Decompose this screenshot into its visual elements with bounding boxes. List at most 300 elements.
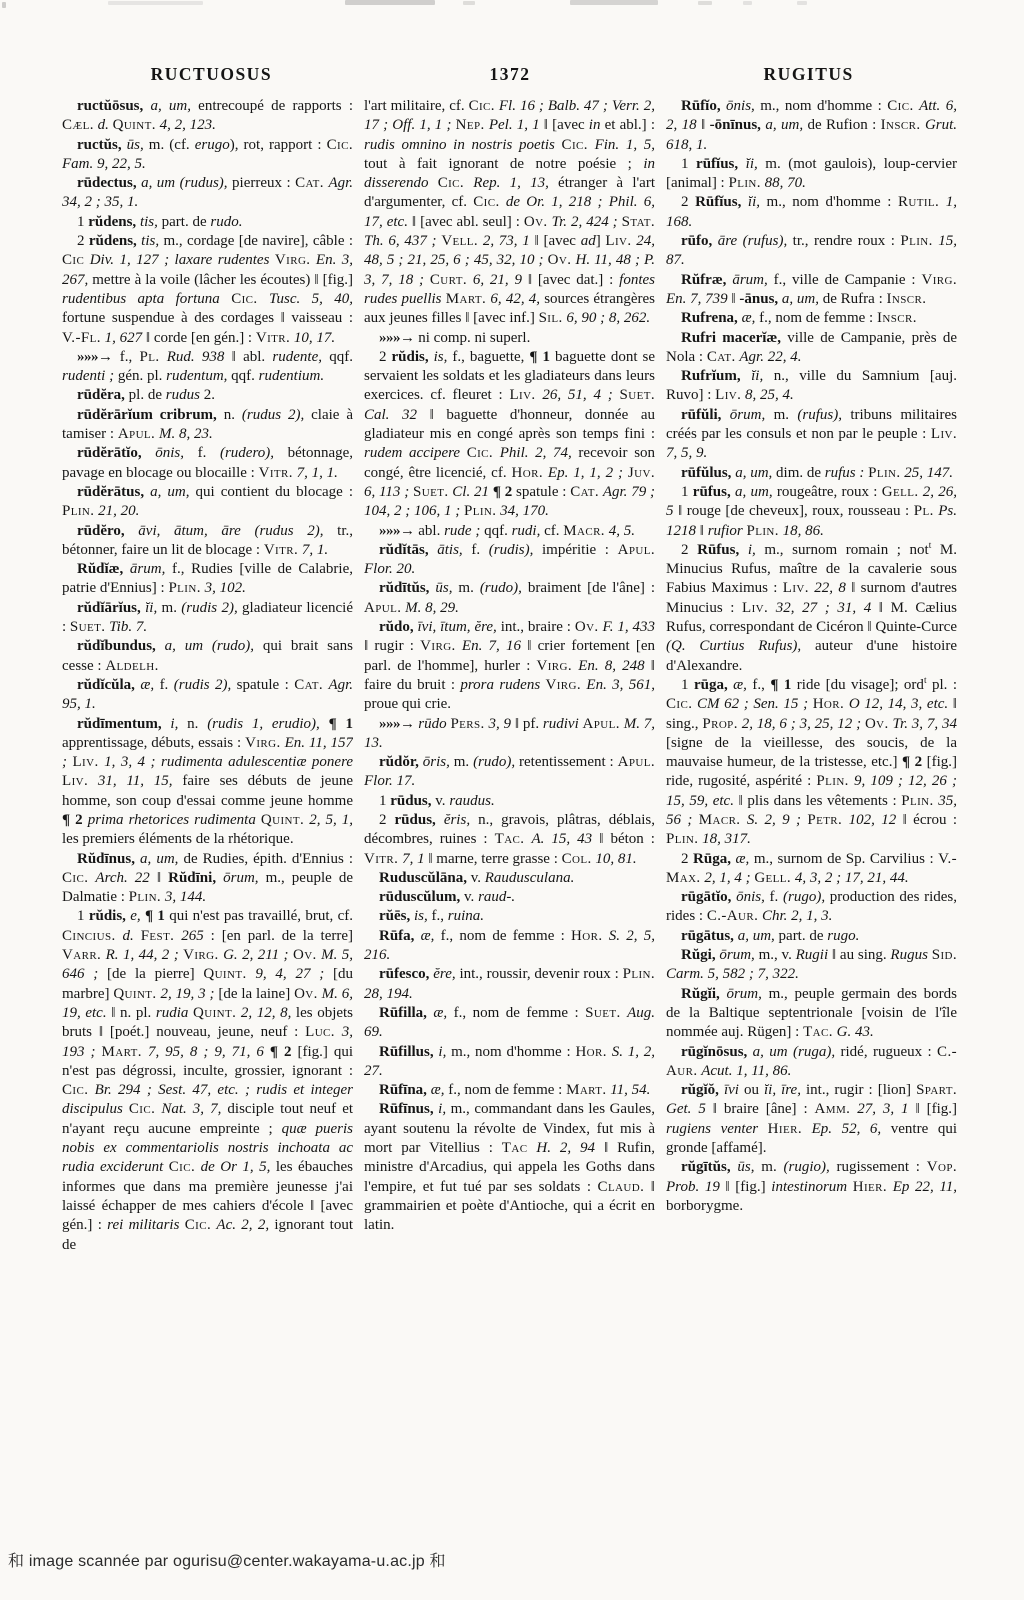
- author-citation: Plin.: [900, 233, 933, 250]
- dictionary-entry: rŭdĭcŭla, æ, f. (rudis 2), spatule : Cat. Agr. 95, 1.: [62, 676, 353, 713]
- author-citation: Cat.: [570, 483, 600, 500]
- author-citation: Col.: [561, 850, 592, 867]
- latin-or-reference: raudus.: [449, 792, 495, 809]
- dictionary-entry: 2 Rūga, æ, m., surnom de Sp. Carvilius : V.-Max. 2, 1, 4 ; Gell. 4, 3, 2 ; 17, 21, 44.: [666, 850, 957, 886]
- author-citation: Suet.: [413, 483, 449, 500]
- author-citation: Cæl.: [62, 117, 94, 134]
- dictionary-entry: 1 rūdus, v. raudus.: [379, 792, 495, 809]
- headword: rūdus,: [390, 792, 432, 809]
- latin-or-reference: a, um,: [140, 850, 179, 867]
- author-citation: Vell.: [441, 233, 479, 250]
- dictionary-entry: rŭgītŭs, ūs, m. (rugio), rugissement : Vop. Prob. 19 ‖ [fig.] intestinorum Hier. Ep 22, 11, borborygme.: [666, 1159, 957, 1214]
- latin-or-reference: Th. 6, 437 ;: [364, 233, 437, 250]
- author-citation: Cic.: [666, 696, 693, 713]
- latin-or-reference: Agr. 22, 4.: [739, 348, 802, 365]
- scanner-credit-caption: 和 image scannée par ogurisu@center.wakayama-u.ac.jp 和: [8, 1553, 446, 1570]
- author-citation: Plin.: [728, 175, 761, 192]
- dictionary-entry: rūduscŭlum, v. raud-.: [379, 889, 516, 906]
- headword: Rūfilla,: [379, 1004, 427, 1021]
- headword: rŭdis,: [88, 908, 126, 925]
- headword: Rŭdĭæ,: [77, 561, 124, 578]
- headword: rŭdens,: [88, 233, 137, 250]
- headword: rūfŭlus,: [681, 464, 732, 481]
- headword: Rūga,: [693, 850, 731, 867]
- author-citation: Nep.: [455, 117, 485, 134]
- page-header: [62, 64, 958, 85]
- dictionary-entry: rūgātĭo, ōnis, f. (rugo), production des rides, rides : C.-Aur. Chr. 2, 1, 3.: [666, 889, 957, 925]
- latin-or-reference: 2, 73, 1: [482, 233, 530, 250]
- author-citation: Liv.: [509, 387, 536, 404]
- latin-or-reference: 2, 5, 1,: [309, 811, 353, 828]
- author-citation: Cic.: [466, 445, 494, 462]
- author-citation: Ov.: [547, 252, 572, 269]
- latin-or-reference: 4, 5.: [608, 522, 635, 539]
- latin-or-reference: 2, 1, 4 ;: [704, 869, 751, 886]
- latin-or-reference: āre (rufus),: [717, 233, 788, 250]
- latin-or-reference: (rudis 2),: [181, 599, 238, 616]
- latin-or-reference: 32, 27 ; 31, 4: [775, 599, 872, 616]
- scan-artifact: [2, 2, 6, 8]
- latin-or-reference: æ,: [735, 850, 750, 867]
- latin-or-reference: (rugo),: [783, 889, 826, 906]
- latin-or-reference: M. 8, 23.: [158, 426, 213, 443]
- latin-or-reference: i,: [747, 541, 756, 558]
- dictionary-entry: rŭēs, is, f., ruina.: [379, 908, 485, 925]
- latin-or-reference: a, um,: [737, 927, 775, 944]
- dictionary-entry: rūfŭli, ōrum, m. (rufus), tribuns militaires créés par les consuls et non par le peuple : Liv. 7, 5, 9.: [666, 406, 957, 462]
- headword: Rūfīnus,: [379, 1101, 434, 1118]
- latin-or-reference: 3, 193 ;: [62, 1024, 353, 1060]
- dictionary-entry: rūdectus, a, um (rudus), pierreux : Cat. Agr. 34, 2 ; 35, 1.: [62, 175, 353, 211]
- latin-or-reference: 27, 3, 1: [857, 1101, 909, 1118]
- latin-or-reference: ōrum,: [223, 869, 259, 886]
- author-citation: Spart.: [916, 1082, 957, 1099]
- headword: rūfus,: [692, 483, 731, 500]
- author-citation: Gell.: [754, 869, 792, 886]
- dictionary-entry: Rŭfræ, ārum, f., ville de Campanie : Virg. En. 7, 739 ‖ -ānus, a, um, de Rufra : Inscr.: [666, 271, 957, 307]
- author-citation: Liv.: [605, 233, 632, 250]
- dictionary-entry: Ruduscŭlāna, v. Raudusculana.: [379, 869, 575, 886]
- latin-or-reference: R. 1, 44, 2 ;: [105, 947, 179, 964]
- author-citation: Gell.: [881, 483, 919, 500]
- latin-or-reference: 6, 90 ; 8, 262.: [566, 310, 651, 327]
- latin-or-reference: Carm. 5, 582 ; 7, 322.: [666, 966, 799, 983]
- dictionary-entry: 1 rūfĭus, ĭi, m. (mot gaulois), loup-cervier [animal] : Plin. 88, 70.: [666, 155, 957, 192]
- latin-or-reference: 7, 5, 9.: [666, 445, 708, 462]
- headword: Ruduscŭlāna,: [379, 869, 467, 886]
- latin-or-reference: En. 7, 16: [461, 638, 522, 655]
- dictionary-entry: 2 rŭdens, tis, m., cordage [de navire], câble : Cic Div. 1, 127 ; laxare rudentes Virg. En. 3, 267, mettre à la voile (lâcher les écoutes) ‖ [fig.] rudentibus apta fortuna Cic. Tusc. 5, 40, fortune suspendue à des cordages ‖ vaisseau : V.-Fl. 1, 627 ‖ corde [en gén.] : Vitr. 10, 17.: [62, 233, 353, 346]
- latin-or-reference: rugiens venter: [666, 1120, 759, 1137]
- author-citation: Inscr.: [876, 310, 917, 327]
- latin-or-reference: rufus :: [824, 464, 865, 481]
- latin-or-reference: 35, 56 ;: [666, 792, 957, 828]
- latin-or-reference: Tib. 7.: [109, 619, 148, 636]
- latin-or-reference: rudentum,: [166, 368, 228, 385]
- latin-or-reference: En. 3, 267,: [62, 252, 353, 288]
- author-citation: Hier.: [767, 1120, 802, 1137]
- latin-or-reference: a, um (ruga),: [752, 1043, 836, 1060]
- latin-or-reference: rudia: [155, 1004, 189, 1021]
- author-citation: Aldelh.: [105, 657, 159, 674]
- author-citation: Cic.: [128, 1101, 156, 1118]
- latin-or-reference: S. 2, 9 ;: [746, 811, 801, 828]
- author-citation: Stat.: [621, 213, 655, 230]
- author-citation: Ov.: [864, 715, 889, 732]
- latin-or-reference: En. 7, 739: [666, 290, 728, 307]
- latin-or-reference: rudem accipere: [364, 445, 461, 462]
- latin-or-reference: a, um (rudus),: [141, 175, 228, 192]
- latin-or-reference: M. 5, 646 ;: [62, 947, 353, 983]
- dictionary-entry: 2 Rūfus, i, m., surnom romain ; not$^t$ M. Minucius Rufus, maître de la cavalerie sous Fabius Maximus : Liv. 22, 8 ‖ surnom d'autres Minucius : Liv. 32, 27 ; 31, 4 ‖ M. Cælius Rufus, correspondant de Cicéron ‖ Quinte-Curce (Q. Curtius Rufus), auteur d'une histoire d'Alexandre.: [666, 540, 957, 674]
- latin-or-reference: prima rhetorices rudimenta: [87, 811, 256, 828]
- author-citation: Inscr.: [886, 290, 927, 307]
- dictionary-entry: rŭgĭŏ, īvi ou ĭi, īre, int., rugir : [lion] Spart. Get. 5 ‖ braire [âne] : Amm. 27, 3, 1 ‖ [fig.] rugiens venter Hier. Ep. 52, 6, ventre qui gronde [affamé].: [666, 1082, 957, 1157]
- dictionary-entry: rŭdĭbundus, a, um (rudo), qui brait sans cesse : Aldelh.: [62, 638, 353, 674]
- headword: Rufrena,: [681, 310, 738, 327]
- latin-or-reference: (Q. Curtius Rufus),: [666, 638, 802, 655]
- latin-or-reference: F. 1, 433: [602, 619, 655, 636]
- latin-or-reference: rugo.: [827, 927, 860, 944]
- author-citation: Quint.: [113, 985, 157, 1002]
- dictionary-entry: rŭdĭtās, ātis, f. (rudis), impéritie : Apul. Flor. 20.: [364, 541, 655, 578]
- latin-or-reference: En. 8, 248: [578, 657, 645, 674]
- latin-or-reference: Rugii: [795, 947, 829, 964]
- author-citation: Plin.: [868, 464, 901, 481]
- latin-or-reference: 2, 19, 3 ;: [160, 985, 215, 1002]
- latin-or-reference: Ac. 2, 2,: [216, 1217, 270, 1234]
- headword: rūdĕro,: [77, 522, 125, 539]
- latin-or-reference: A. 15, 43: [531, 831, 593, 848]
- author-citation: Liv.: [62, 773, 89, 790]
- headword: rŭdĭcŭla,: [77, 676, 135, 693]
- scan-artifact: [698, 1, 712, 5]
- latin-or-reference: Chr. 2, 1, 3.: [762, 908, 833, 925]
- author-citation: Pers.: [450, 715, 485, 732]
- headword: rŭdĭbundus,: [77, 638, 156, 655]
- latin-or-reference: Nat. 3, 7,: [161, 1101, 222, 1118]
- latin-or-reference: 31, 11, 15,: [97, 773, 173, 790]
- latin-or-reference: is,: [433, 348, 448, 365]
- dictionary-entry: rŭdŏr, ōris, m. (rudo), retentissement : Apul. Flor. 17.: [364, 754, 655, 790]
- author-citation: Plin.: [816, 773, 849, 790]
- latin-or-reference: (rufus),: [797, 406, 842, 423]
- latin-or-reference: Fin. 1, 5,: [594, 136, 655, 153]
- latin-or-reference: rudo.: [210, 213, 243, 230]
- latin-or-reference: 9, 109 ; 12, 26 ; 15, 59, etc.: [666, 773, 957, 809]
- latin-or-reference: raud-.: [478, 889, 516, 906]
- headword: Rūfīna,: [379, 1082, 427, 1099]
- grammar-note-arrow-icon: »»»→: [379, 522, 415, 539]
- headword: rūgātĭo,: [681, 889, 732, 906]
- latin-or-reference: æ,: [433, 1004, 448, 1021]
- latin-or-reference: M. 8, 29.: [405, 599, 459, 616]
- dictionary-entry: »»»→ ni comp. ni superl.: [379, 329, 531, 346]
- latin-or-reference: 7, 1, 1.: [296, 464, 338, 481]
- headword: rŭdŏr,: [379, 754, 419, 771]
- author-citation: Varr.: [62, 947, 102, 964]
- headword: rūdĕrātus,: [77, 483, 145, 500]
- latin-or-reference: ōris,: [422, 754, 450, 771]
- author-citation: Pl.: [913, 503, 934, 520]
- scan-artifact: [797, 1, 807, 5]
- author-citation: Pl.: [139, 348, 160, 365]
- latin-or-reference: Ps. 1218: [666, 503, 957, 539]
- author-citation: C.-Aur.: [706, 908, 759, 925]
- dictionary-entry: Rufri macerĭæ, ville de Campanie, près de Nola : Cat. Agr. 22, 4.: [666, 329, 957, 365]
- latin-or-reference: īvi: [723, 1082, 739, 1099]
- author-citation: Virg.: [545, 676, 582, 693]
- author-citation: Apul.: [582, 715, 620, 732]
- latin-or-reference: 2, 12, 8,: [240, 1004, 292, 1021]
- latin-or-reference: 2, 18, 6 ; 3, 25, 12 ;: [741, 715, 862, 732]
- scan-artifact: [743, 1, 752, 5]
- latin-or-reference: ōnis,: [736, 889, 765, 906]
- headword: Rufrĭum,: [681, 368, 741, 385]
- latin-or-reference: (rudis 2),: [173, 676, 232, 693]
- latin-or-reference: Rep. 1, 13,: [473, 175, 549, 192]
- headword: rūga,: [693, 676, 728, 693]
- author-citation: Plin.: [746, 522, 779, 539]
- author-citation: Vitr.: [364, 850, 399, 867]
- latin-or-reference: 7, 1: [402, 850, 425, 867]
- latin-or-reference: a, um (rudo),: [164, 638, 254, 655]
- dictionary-entry: rūdĕrātus, a, um, qui contient du blocage : Plin. 21, 20.: [62, 483, 353, 520]
- latin-or-reference: intestinorum: [771, 1178, 848, 1195]
- author-citation: Cic.: [887, 98, 914, 114]
- author-citation: Hor.: [571, 927, 603, 944]
- latin-or-reference: ĕris,: [443, 811, 471, 828]
- latin-or-reference: (rudis),: [488, 541, 534, 558]
- latin-or-reference: rei militaris: [107, 1217, 180, 1234]
- latin-or-reference: ōrum,: [719, 947, 755, 964]
- latin-or-reference: rudentium.: [258, 368, 325, 385]
- latin-or-reference: æ,: [741, 310, 756, 327]
- headword: rūdectus,: [77, 175, 137, 192]
- superscript: t: [923, 675, 927, 686]
- headword: rŭdītŭs,: [379, 580, 430, 597]
- author-citation: Cic.: [168, 1159, 196, 1176]
- author-citation: Ov.: [574, 619, 599, 636]
- headword: ructŭs,: [77, 136, 122, 153]
- latin-or-reference: 18, 317.: [702, 831, 751, 848]
- latin-or-reference: fontes rudes puellis: [364, 271, 655, 307]
- latin-or-reference: En. 3, 561,: [586, 676, 655, 693]
- latin-or-reference: Pel. 1, 1: [488, 117, 540, 134]
- author-citation: Tac.: [803, 1024, 833, 1041]
- latin-or-reference: 3, 102.: [204, 580, 246, 597]
- latin-or-reference: H. 11, 48 ; P. 3, 7, 18 ;: [364, 252, 655, 288]
- header-guide-word-left: RUCTUOSUS: [150, 64, 273, 84]
- latin-or-reference: rudivi: [542, 715, 579, 732]
- column-1: [62, 97, 353, 1543]
- latin-or-reference: (rudo),: [479, 580, 522, 597]
- latin-or-reference: Tr. 2, 424 ;: [551, 213, 618, 230]
- author-citation: Apul.: [364, 599, 402, 616]
- latin-or-reference: prora rudens: [460, 676, 541, 693]
- latin-or-reference: 9, 4, 27 ;: [255, 966, 325, 983]
- author-citation: Luc.: [305, 1024, 335, 1041]
- latin-or-reference: i,: [170, 715, 179, 732]
- dictionary-entry: 1 rŭdens, tis, part. de rudo.: [77, 213, 243, 230]
- latin-or-reference: quæ pueris nobis ex commentariolis nostris inchoata ac rudia exciderunt: [62, 1120, 353, 1176]
- latin-or-reference: 21, 20.: [98, 503, 140, 520]
- author-citation: Amm.: [814, 1101, 851, 1118]
- author-citation: Hier.: [852, 1178, 888, 1195]
- latin-or-reference: Tr. 3, 7, 34: [892, 715, 957, 732]
- latin-or-reference: 3, 144.: [164, 889, 207, 906]
- dictionary-entry: Rŭdīnus, a, um, de Rudies, épith. d'Ennius : Cic. Arch. 22 ‖ Rŭdīni, ōrum, m., peuple de Dalmatie : Plin. 3, 144.: [62, 850, 353, 906]
- latin-or-reference: ōnis,: [726, 98, 755, 114]
- latin-or-reference: O 12, 14, 3, etc.: [848, 696, 949, 713]
- headword: rŭdo,: [379, 619, 414, 636]
- latin-or-reference: ĭi,: [747, 194, 760, 211]
- headword: rŭgĭŏ,: [681, 1082, 719, 1099]
- latin-or-reference: erugo: [194, 136, 230, 153]
- author-citation: Virg.: [536, 657, 573, 674]
- latin-or-reference: ārum,: [732, 271, 768, 288]
- author-citation: Vitr.: [255, 329, 291, 346]
- latin-or-reference: a, um,: [150, 98, 191, 114]
- author-citation: Claud.: [597, 1178, 645, 1195]
- headword: ¶ 1: [144, 908, 165, 925]
- scan-artifact: [345, 0, 435, 5]
- latin-or-reference: 102, 12: [848, 811, 897, 828]
- headword: ¶ 2: [269, 1043, 292, 1060]
- latin-or-reference: rudi,: [511, 522, 541, 539]
- latin-or-reference: Ep. 1, 1, 2 ;: [547, 464, 623, 481]
- headword: rūfŭli,: [681, 406, 722, 423]
- headword: ¶ 2: [62, 811, 83, 828]
- author-citation: C.-Aur.: [666, 1043, 957, 1079]
- author-citation: Cic.: [326, 136, 353, 153]
- latin-or-reference: tis,: [141, 233, 160, 250]
- latin-or-reference: Tusc. 5, 40,: [268, 290, 353, 307]
- latin-or-reference: ōnis,: [155, 445, 184, 462]
- dictionary-entry: Rufrĭum, ĭi, n., ville du Samnium [auj. Ruvo] : Liv. 8, 25, 4.: [666, 368, 957, 404]
- latin-or-reference: 265: [181, 927, 204, 944]
- latin-or-reference: G. 43.: [836, 1024, 874, 1041]
- headword: rūgātus,: [681, 927, 734, 944]
- author-citation: Plin.: [666, 831, 699, 848]
- header-guide-word-right: RUGITUS: [763, 64, 854, 84]
- author-citation: Plin.: [128, 889, 162, 906]
- latin-or-reference: Br. 294 ; Sest. 47, etc. ; rudis et integer discipulus: [62, 1082, 353, 1118]
- latin-or-reference: G. 2, 211 ;: [223, 947, 289, 964]
- author-citation: Juv.: [627, 464, 655, 481]
- dictionary-entry: Rŭgĭi, ōrum, m., peuple germain des bords de la Baltique septentrionale [voisin de l'île nommée auj. Rügen] : Tac. G. 43.: [666, 985, 957, 1041]
- latin-or-reference: Acut. 1, 11, 86.: [701, 1062, 792, 1079]
- author-citation: Liv.: [72, 754, 99, 771]
- author-citation: Suet.: [69, 619, 106, 636]
- latin-or-reference: 34, 170.: [500, 503, 549, 520]
- author-citation: Inscr.: [880, 117, 921, 134]
- headword: Rūfus,: [697, 541, 740, 558]
- author-citation: Cic.: [62, 869, 89, 886]
- headword: rūfĭus,: [696, 155, 739, 172]
- dictionary-entry: 2 Rūfĭus, ĭi, m., nom d'homme : Rutil. 1, 168.: [666, 194, 957, 230]
- author-citation: Mart.: [445, 290, 487, 307]
- dictionary-entry: rŭdītŭs, ūs, m. (rudo), braiment [de l'âne] : Apul. M. 8, 29.: [364, 580, 655, 616]
- scan-artifact: [570, 0, 658, 5]
- latin-or-reference: Ep 22, 11,: [892, 1178, 957, 1195]
- latin-or-reference: rūdo: [418, 715, 447, 732]
- author-citation: Vitr.: [258, 464, 293, 481]
- author-citation: Quint.: [193, 1004, 237, 1021]
- latin-or-reference: 7, 95, 8 ; 9, 71, 6: [147, 1043, 264, 1060]
- latin-or-reference: a, um,: [765, 117, 804, 134]
- headword: Rŭdīnus,: [77, 850, 135, 867]
- dictionary-entry: Rūfa, æ, f., nom de femme : Hor. S. 2, 5, 216.: [364, 927, 655, 964]
- latin-or-reference: 18, 86.: [782, 522, 824, 539]
- headword: rŭdens,: [88, 213, 137, 230]
- dictionary-entry: Rŭdĭæ, ārum, f., Rudies [ville de Calabrie, patrie d'Ennius] : Plin. 3, 102.: [62, 561, 353, 597]
- headword: rūduscŭlum,: [379, 889, 461, 906]
- latin-or-reference: a, um,: [781, 290, 820, 307]
- latin-or-reference: Aug. 69.: [364, 1004, 655, 1041]
- author-citation: Rutil.: [898, 194, 940, 211]
- author-citation: Cat.: [294, 676, 323, 693]
- author-citation: Liv.: [715, 387, 742, 404]
- page-number: 1372: [489, 64, 531, 84]
- latin-or-reference: ūs,: [737, 1159, 755, 1176]
- latin-or-reference: 2, 26, 5: [666, 483, 957, 520]
- author-citation: Tac: [501, 1140, 528, 1157]
- author-citation: Prop.: [702, 715, 738, 732]
- latin-or-reference: d.: [122, 927, 134, 944]
- latin-or-reference: ĭi,: [751, 368, 764, 385]
- latin-or-reference: æ,: [140, 676, 155, 693]
- headword: Rufri macerĭæ,: [681, 329, 782, 346]
- latin-or-reference: ĕre,: [433, 966, 456, 983]
- latin-or-reference: a, um,: [735, 483, 773, 500]
- headword: rūgĭnōsus,: [681, 1043, 748, 1060]
- author-citation: Curt.: [429, 271, 467, 288]
- grammar-note-arrow-icon: »»»→: [77, 348, 113, 365]
- latin-or-reference: (rudero),: [219, 445, 274, 462]
- headword: Rŭgĭi,: [681, 985, 720, 1002]
- latin-or-reference: i,: [438, 1043, 447, 1060]
- latin-or-reference: ruina.: [447, 908, 485, 925]
- dictionary-entry: Rūfillus, i, m., nom d'homme : Hor. S. 1, 2, 27.: [364, 1043, 655, 1079]
- latin-or-reference: 10, 81.: [595, 850, 637, 867]
- author-citation: Virg.: [245, 734, 281, 751]
- headword: Rūfĭo,: [681, 98, 721, 114]
- dictionary-entry: rūdĕrārĭum cribrum, n. (rudus 2), claie à tamiser : Apul. M. 8, 23.: [62, 406, 353, 443]
- author-citation: Apul.: [617, 541, 655, 558]
- headword: ¶ 2: [492, 483, 513, 500]
- latin-or-reference: (rudis 1, erudio),: [207, 715, 320, 732]
- headword: rŭgītŭs,: [681, 1159, 731, 1176]
- dictionary-entry: Rūfīna, æ, f., nom de femme : Mart. 11, 54.: [379, 1082, 651, 1099]
- author-citation: Ov.: [523, 213, 548, 230]
- author-citation: Sil.: [538, 310, 563, 327]
- author-citation: Suet.: [585, 1004, 621, 1021]
- latin-or-reference: tis,: [139, 213, 158, 230]
- dictionary-entry: Rūfĭo, ōnis, m., nom d'homme : Cic. Att. 6, 2, 18 ‖ -ōnīnus, a, um, de Rufion : Inscr. Grut. 618, 1.: [666, 98, 957, 153]
- latin-or-reference: 88, 70.: [764, 175, 806, 192]
- latin-or-reference: ārum,: [129, 561, 166, 578]
- latin-or-reference: Arch. 22: [95, 869, 150, 886]
- latin-or-reference: ōrum,: [726, 985, 762, 1002]
- dictionary-entry: 1 rūga, æ, f., ¶ 1 ride [du visage]; ord$^t$ pl. : Cic. CM 62 ; Sen. 15 ; Hor. O 12, 14, 3, etc. ‖ sing., Prop. 2, 18, 6 ; 3, 25, 12 ; Ov. Tr. 3, 7, 34 [signe de la vieillesse, des soucis, de la mauvaise humeur, de la tristesse, etc.] ¶ 2 [fig.] ride, rugosité, aspérité : Plin. 9, 109 ; 12, 26 ; 15, 59, etc. ‖ plis dans les vêtements : Plin. 35, 56 ; Macr. S. 2, 9 ; Petr. 102, 12 ‖ écrou : Plin. 18, 317.: [666, 675, 957, 848]
- author-citation: Apul.: [617, 754, 655, 771]
- author-citation: Vop.: [926, 1159, 957, 1176]
- dictionary-entry: rūgĭnōsus, a, um (ruga), ridé, rugueux : C.-Aur. Acut. 1, 11, 86.: [666, 1043, 957, 1079]
- latin-or-reference: in disserendo: [364, 155, 655, 192]
- latin-or-reference: Flor. 20.: [364, 561, 416, 578]
- latin-or-reference: H. 2, 94: [536, 1140, 596, 1157]
